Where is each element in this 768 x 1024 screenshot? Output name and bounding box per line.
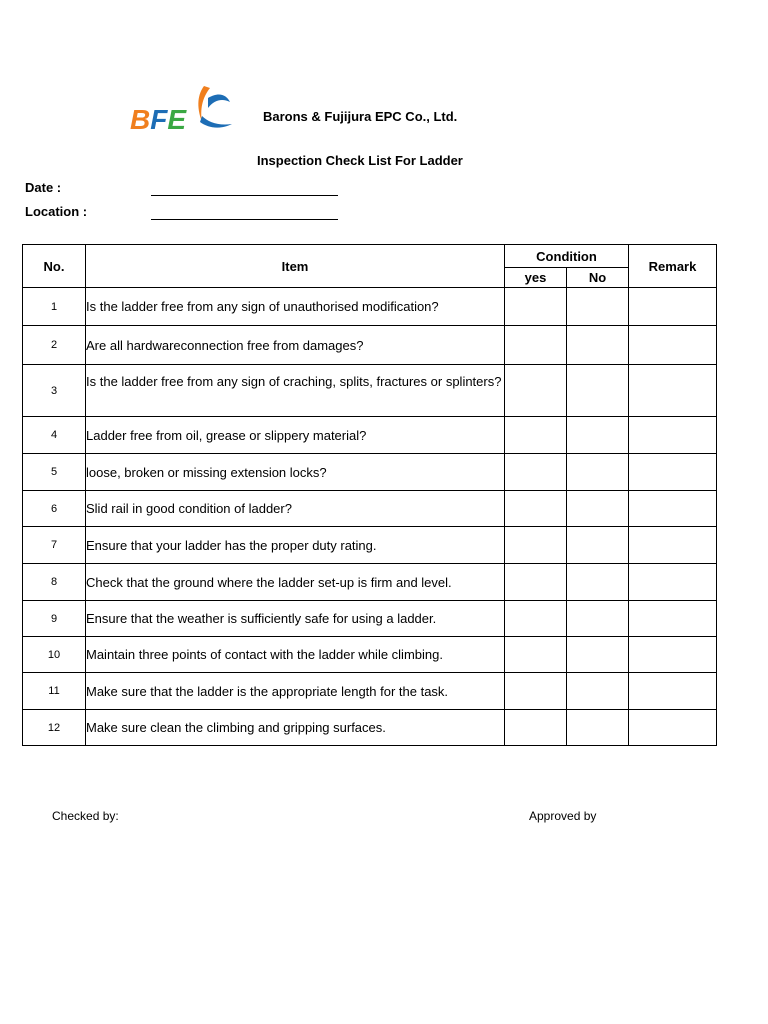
table-row [23,454,717,491]
header-item: Item [86,245,505,288]
location-label: Location : [25,204,88,219]
row-remark-cell[interactable] [629,326,717,365]
row-remark-cell[interactable] [629,564,717,601]
row-yes-cell[interactable] [505,454,567,491]
table-row [23,564,717,601]
row-no-cell[interactable] [567,454,629,491]
row-number: 6 [23,491,86,527]
row-yes-cell[interactable] [505,673,567,710]
row-item: Ladder free from oil, grease or slippery material? [86,417,505,454]
checked-by-label: Checked by: [52,809,119,823]
row-yes-cell[interactable] [505,326,567,365]
row-number: 9 [23,601,86,637]
row-yes-cell[interactable] [505,637,567,673]
checklist-table [22,244,717,746]
row-no-cell[interactable] [567,637,629,673]
row-yes-cell[interactable] [505,710,567,746]
table-row [23,673,717,710]
row-number: 1 [23,288,86,326]
approved-by-label: Approved by [529,809,597,823]
header-no: No. [23,245,86,288]
row-remark-cell[interactable] [629,527,717,564]
date-field[interactable] [151,195,338,196]
row-remark-cell[interactable] [629,673,717,710]
row-remark-cell[interactable] [629,417,717,454]
table-row [23,365,717,417]
table-row [23,601,717,637]
table-row [23,288,717,326]
logo-wing-blue [208,95,230,108]
logo-swoosh-blue [200,116,232,128]
location-field[interactable] [151,219,338,220]
row-number: 7 [23,527,86,564]
row-item: loose, broken or missing extension locks? [86,454,505,491]
row-no-cell[interactable] [567,288,629,326]
table-row [23,326,717,365]
row-number: 8 [23,564,86,601]
row-no-cell[interactable] [567,491,629,527]
row-remark-cell[interactable] [629,637,717,673]
row-no-cell[interactable] [567,673,629,710]
document-title: Inspection Check List For Ladder [257,153,463,168]
logo-letter-b: B [130,104,151,134]
row-item: Check that the ground where the ladder set-up is firm and level. [86,564,505,601]
row-yes-cell[interactable] [505,564,567,601]
header-condition: Condition [505,245,629,268]
table-row [23,527,717,564]
row-number: 2 [23,326,86,365]
header-remark: Remark [629,245,717,288]
row-item: Maintain three points of contact with the ladder while climbing. [86,637,505,673]
row-remark-cell[interactable] [629,454,717,491]
row-remark-cell[interactable] [629,710,717,746]
row-number: 3 [23,365,86,417]
table-row [23,491,717,527]
row-no-cell[interactable] [567,601,629,637]
bfe-logo-graphic [128,82,234,134]
row-yes-cell[interactable] [505,527,567,564]
row-item: Slid rail in good condition of ladder? [86,491,505,527]
header-yes: yes [505,268,567,288]
row-remark-cell[interactable] [629,601,717,637]
row-no-cell[interactable] [567,527,629,564]
row-number: 11 [23,673,86,710]
row-yes-cell[interactable] [505,417,567,454]
row-yes-cell[interactable] [505,288,567,326]
row-yes-cell[interactable] [505,491,567,527]
table-row [23,417,717,454]
row-yes-cell[interactable] [505,365,567,417]
row-item: Is the ladder free from any sign of craching, splits, fractures or splinters? [86,365,505,417]
row-item: Make sure that the ladder is the appropriate length for the task. [86,673,505,710]
row-remark-cell[interactable] [629,365,717,417]
row-number: 12 [23,710,86,746]
table-row [23,637,717,673]
row-number: 4 [23,417,86,454]
row-no-cell[interactable] [567,564,629,601]
row-remark-cell[interactable] [629,491,717,527]
row-item: Are all hardwareconnection free from damages? [86,326,505,365]
logo-letter-e: E [167,104,187,134]
row-no-cell[interactable] [567,365,629,417]
row-no-cell[interactable] [567,710,629,746]
logo-text [130,104,187,134]
row-item: Make sure clean the climbing and gripping surfaces. [86,710,505,746]
row-item: Ensure that the weather is sufficiently safe for using a ladder. [86,601,505,637]
company-name: Barons & Fujijura EPC Co., Ltd. [263,109,458,124]
row-item: Ensure that your ladder has the proper duty rating. [86,527,505,564]
row-no-cell[interactable] [567,326,629,365]
row-item: Is the ladder free from any sign of unauthorised modification? [86,288,505,326]
logo-letter-f: F [150,104,168,134]
date-label: Date : [25,180,62,195]
row-no-cell[interactable] [567,417,629,454]
table-row [23,710,717,746]
row-yes-cell[interactable] [505,601,567,637]
row-number: 10 [23,637,86,673]
row-number: 5 [23,454,86,491]
header-no-answer: No [567,268,629,288]
company-logo [128,82,234,134]
row-remark-cell[interactable] [629,288,717,326]
